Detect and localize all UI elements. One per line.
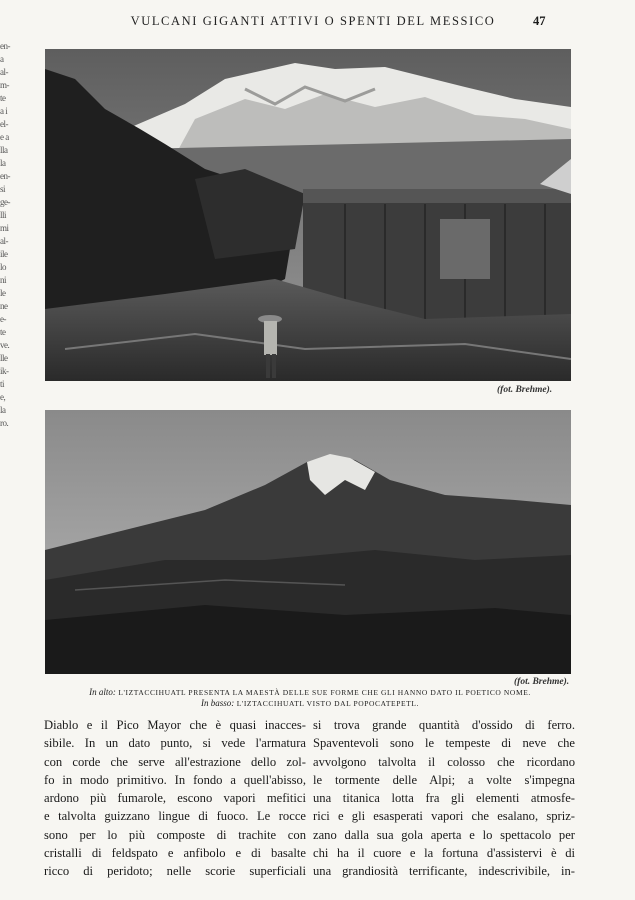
text-line: avvolgono talvolta il colosso che ricordano [313,754,575,769]
text-line: una grandiosità terrificante, indescrivibile, in- [313,864,575,879]
body-column-right [313,716,575,881]
text-line: chi ha il cuore e la fortuna d'assistervi è di [313,846,575,861]
gutter-fragment: en- [0,171,10,181]
gutter-fragment: lla [0,145,8,155]
body-column-left [44,716,306,881]
gutter-fragment: te [0,93,6,103]
gutter-fragment: te [0,327,6,337]
photo-iztaccihuatl-top [45,49,571,381]
gutter-fragment: el- [0,119,8,129]
gutter-fragment: lle [0,353,8,363]
text-line: una titanica lotta fra gli elementi atmosfe- [313,791,575,806]
gutter-fragment: lo [0,262,7,272]
text-line: fo in modo primitivo. In fondo a quell'abisso, [44,772,306,787]
gutter-fragment: al- [0,236,8,246]
gutter-fragment: a [0,54,4,64]
gutter-fragment: la [0,158,6,168]
gutter-fragment: en- [0,41,10,51]
photo-credit-bottom: (fot. Brehme). [514,677,570,687]
text-line: zano dalla sua gola aperta e lo spettacolo per [313,827,575,842]
gutter-fragment: e, [0,392,6,402]
text-line: rici e gli esasperati vapori che esalano, spriz- [313,809,575,824]
caption-lead-bottom: In basso: [200,698,235,708]
caption-line-1 [40,687,580,697]
gutter-fragment: si [0,184,6,194]
text-line: ricco di peridoto; nelle scorie superficiali [44,864,306,879]
text-line: sono per lo più composte di trachite con [44,827,306,842]
gutter-fragment: e- [0,314,6,324]
gutter-fragment: ni [0,275,7,285]
gutter-fragment: a i [0,106,8,116]
running-title: VULCANI GIGANTI ATTIVI O SPENTI DEL MESSICO [130,14,496,28]
gutter-fragment: ik- [0,366,9,376]
gutter-fragment: m- [0,80,9,90]
caption-lead-top: In alto: [89,687,116,697]
gutter-fragment: ile [0,249,8,259]
text-line: sibile. In un dato punto, si vede l'armatura [44,736,306,751]
photo-iztaccihuatl-bottom [45,410,571,674]
text-line: Spaventevoli sono le tempeste di neve che [313,736,575,751]
text-line: si trova grande quantità d'ossido di ferro. [313,718,575,732]
gutter-fragment: e a [0,132,9,142]
photo-credit-top: (fot. Brehme). [497,385,553,395]
text-line: e talvolta guizzano lingue di fuoco. Le rocce [44,809,306,824]
gutter-fragment: mi [0,223,9,233]
caption-line-2 [40,698,580,708]
page-number: 47 [533,14,546,28]
gutter-fragment: ne [0,301,8,311]
text-line: ardono più fumarole, escono vapori mefitici [44,791,306,806]
gutter-fragment: ve. [0,340,10,350]
gutter-fragment: le [0,288,6,298]
gutter-fragment: la [0,405,6,415]
text-line: le tormente delle Alpi; a volte s'impegna [313,772,575,787]
text-line: con corde che serve all'estrazione dello zol- [44,754,306,769]
gutter-fragment: al- [0,67,8,77]
gutter-fragment: ti [0,379,5,389]
text-line: Diablo e il Pico Mayor che è quasi inacces- [44,718,306,732]
gutter-fragment: ge- [0,197,10,207]
text-line: cristalli di feldspato e anfibolo e di basalte [44,846,306,861]
adjacent-page-gutter [0,40,12,840]
gutter-fragment: lli [0,210,7,220]
gutter-fragment: ro. [0,418,9,428]
caption-text-top: L'IZTACCIHUATL PRESENTA LA MAESTÀ DELLE SUE FORME CHE GLI HANNO DATO IL POETICO NOME. [118,688,531,697]
caption-text-bottom: L'IZTACCIHUATL VISTO DAL POPOCATEPETL. [236,699,420,708]
